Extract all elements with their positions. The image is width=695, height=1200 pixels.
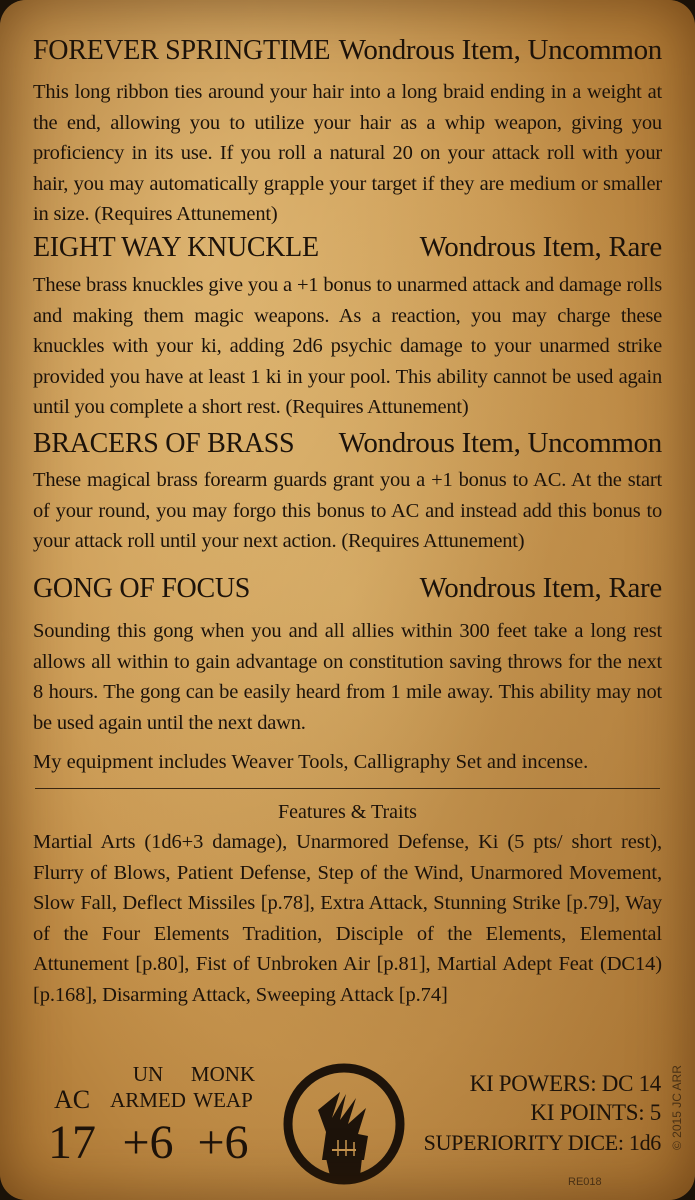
unarmed-label-bottom: ARMED [110, 1088, 186, 1112]
features-text: Martial Arts (1d6+3 damage), Unarmored Defense, Ki (5 pts/ short rest), Flurry of Blows, Patient Defense, Step of the Wind, Unarmored Movement, Slow Fall, Deflect Missiles [p.78], Extra Attack, Stunning Strike [p.79], Way of the Four Elements Tradition, Disciple of the Elements, Elemental Attunement [p.80], Fist of Unbroken Air [p.81], Martial Adept Feat (DC14) [p.168], Disarming Attack, Sweeping Attack [p.74] [33, 831, 662, 1006]
superiority-dice: SUPERIORITY DICE: 1d6 [423, 1130, 661, 1155]
item-header-forever-springtime [33, 34, 662, 67]
monk-weapon-label-bottom: WEAP [193, 1088, 253, 1112]
item-description: These magical brass forearm guards grant you a +1 bonus to AC. At the start of your round, you may forgo this bonus to AC and instead add this bonus to your attack roll until your next action. (Requires Attunement) [33, 469, 662, 552]
card-code: RE018 [568, 1176, 602, 1188]
ac-value: 17 [48, 1116, 96, 1169]
item-description: Sounding this gong when you and all allies within 300 feet take a long rest allows all within to gain advantage on constitution saving throws for the next 8 hours. The gong can be easily heard from 1 mile away. This ability may not be used again until the next dawn. [33, 620, 662, 734]
item-type: Wondrous Item, Rare [419, 572, 662, 604]
item-type: Wondrous Item, Uncommon [338, 427, 662, 459]
ki-points: KI POINTS: 5 [530, 1100, 661, 1125]
item-header-eight-way-knuckle [33, 231, 662, 264]
unarmed-label-top: UN [132, 1062, 164, 1086]
item-name: BRACERS OF BRASS [33, 428, 295, 459]
item-header-gong-of-focus [33, 572, 662, 605]
copyright: © 2015 JC ARR [670, 1065, 684, 1150]
item-name: GONG OF FOCUS [33, 573, 251, 604]
item-type: Wondrous Item, Rare [419, 231, 662, 263]
item-header-bracers-of-brass [33, 427, 662, 460]
item-name: EIGHT WAY KNUCKLE [33, 232, 319, 263]
divider [35, 788, 660, 789]
ac-label: AC [53, 1085, 91, 1114]
item-name: FOREVER SPRINGTIME [33, 35, 331, 66]
item-description: This long ribbon ties around your hair into a long braid ending in a weight at the end, allowing you to utilize your hair as a whip weapon, giving you proficiency in its use. If you roll a natural 20 on your attack roll with your hair, you may automatically grapple your target if they are medium or smaller in size. (Requires Attunement) [33, 81, 662, 225]
equipment-line: My equipment includes Weaver Tools, Calligraphy Set and incense. [33, 751, 589, 773]
features-title: Features & Traits [278, 801, 417, 823]
monk-weapon-value: +6 [197, 1116, 249, 1169]
unarmed-value: +6 [122, 1116, 174, 1169]
item-type: Wondrous Item, Uncommon [338, 34, 662, 66]
raised-fist-emblem-icon [282, 1062, 406, 1186]
monk-weapon-label-top: MONK [190, 1062, 256, 1086]
ki-powers: KI POWERS: DC 14 [469, 1071, 661, 1096]
item-description: These brass knuckles give you a +1 bonus to unarmed attack and damage rolls and making them magic weapons. As a reaction, you may charge these knuckles with your ki, adding 2d6 psychic damage to your unarmed strike provided you have at least 1 ki in your pool. This ability cannot be used again until you complete a short rest. (Requires Attunement) [33, 274, 662, 418]
